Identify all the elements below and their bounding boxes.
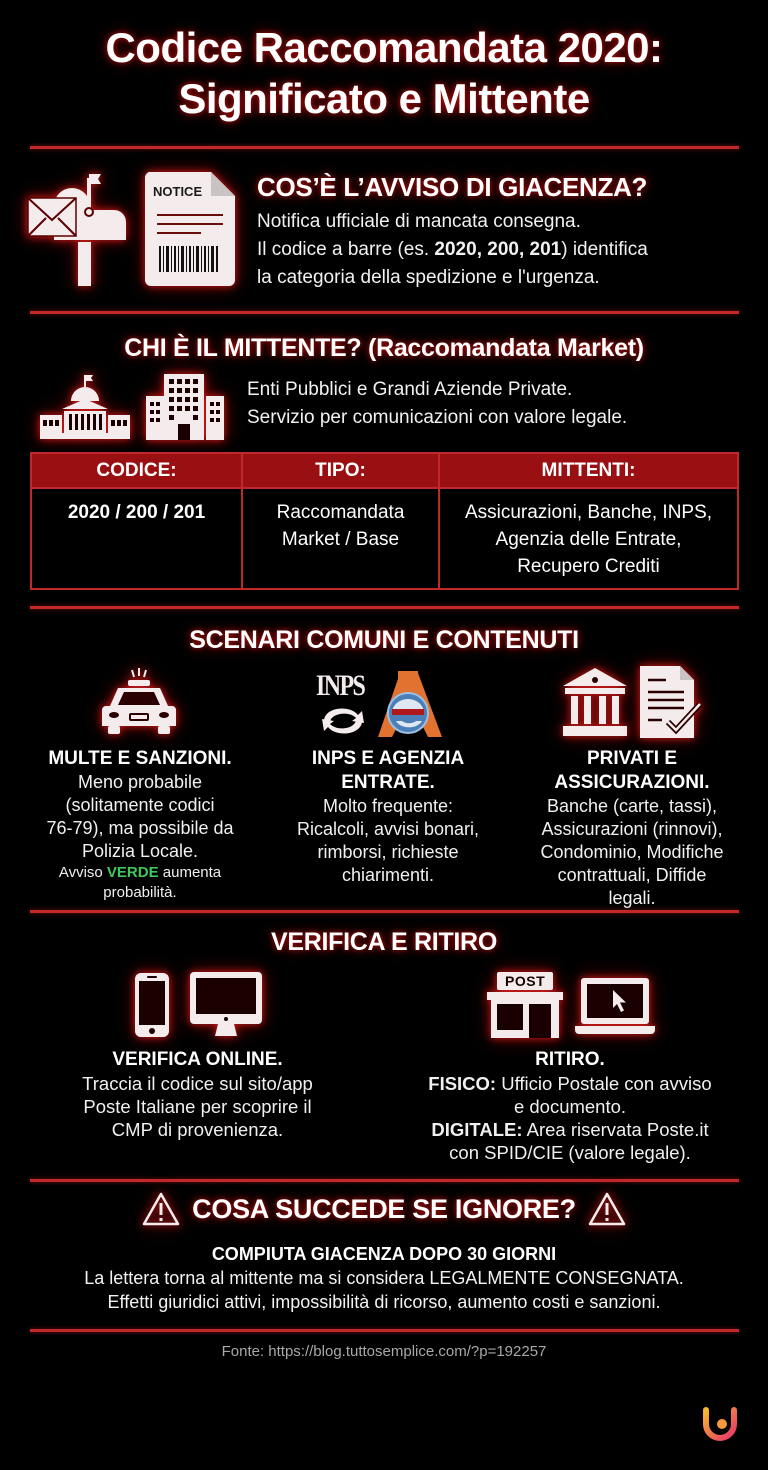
scenario-title: PRIVATI E ASSICURAZIONI.: [554, 748, 710, 793]
page-title: Codice Raccomandata 2020: Significato e Mittente: [105, 24, 663, 122]
divider: [30, 1179, 739, 1182]
verde-highlight: VERDE: [106, 864, 159, 881]
notice-label: NOTICE: [153, 184, 203, 199]
table-cell-tipo: Raccomandata Market / Base: [242, 488, 439, 589]
scenario-title: MULTE E SANZIONI.: [48, 748, 232, 769]
table-cell-codice: 2020 / 200 / 201: [31, 488, 242, 589]
ignore-heading-row: [0, 1192, 768, 1226]
scenario-privati: PRIVATI E ASSICURAZIONI. Banche (carte, tassi), Assicurazioni (rinnovi), Condominio, Modifiche contrattuali, Diffide legali.: [512, 747, 752, 910]
avviso-description: Notifica ufficiale di mancata consegna. Il codice a barre (es. 2020, 200, 201) identifica la categoria della spedizione e l'urgenza.: [257, 211, 648, 288]
mailbox-icon: [26, 170, 126, 291]
inps-logo-text: INPS: [316, 669, 365, 702]
scenario-inps: INPS E AGENZIA ENTRATE. Molto frequente: Ricalcoli, avvisi bonari, rimborsi, richieste chiarimenti.: [268, 747, 508, 887]
laptop-cursor-icon: [575, 978, 655, 1039]
divider: [30, 910, 739, 913]
table-row: [31, 488, 738, 589]
ignore-heading: COSA SUCCEDE SE IGNORE?: [192, 1193, 576, 1224]
ignore-body: COMPIUTA GIACENZA DOPO 30 GIORNI La lettera torna al mittente ma si considera LEGALMENTE CONSEGNATA. Effetti giuridici attivi, impossibilità di ricorso, aumento costi e sanzioni.: [0, 1242, 768, 1314]
mittente-description: Enti Pubblici e Grandi Aziende Private. Servizio per comunicazioni con valore legale.: [247, 379, 628, 428]
scenario-title: INPS E AGENZIA ENTRATE.: [311, 748, 465, 793]
warning-icon: [142, 1192, 180, 1226]
codes-table: [30, 452, 739, 590]
verifica-heading: VERIFICA E RITIRO: [271, 928, 497, 956]
table-header-codice: CODICE:: [31, 453, 242, 488]
office-buildings-icon: [146, 374, 224, 445]
post-label: POST: [505, 973, 546, 989]
contract-check-icon: [640, 666, 702, 743]
verifica-online: VERIFICA ONLINE. Traccia il codice sul sito/app Poste Italiane per scoprire il CMP di provenienza.: [60, 1048, 335, 1141]
scenari-heading: SCENARI COMUNI E CONTENUTI: [189, 626, 579, 654]
divider: [30, 1329, 739, 1332]
smartphone-icon: [134, 972, 170, 1043]
mittente-heading: CHI È IL MITTENTE? (Raccomandata Market): [124, 334, 644, 362]
police-car-icon: [102, 668, 176, 741]
warning-icon: [588, 1192, 626, 1226]
ritiro-title: RITIRO.: [535, 1049, 605, 1070]
verifica-online-title: VERIFICA ONLINE.: [112, 1049, 283, 1070]
scenario-multe: MULTE E SANZIONI. Meno probabile (solitamente codici 76-79), ma possibile da Polizia Locale. Avviso VERDE aumenta probabilità.: [20, 747, 260, 903]
ignore-subheading: COMPIUTA GIACENZA DOPO 30 GIORNI: [211, 1244, 557, 1264]
table-header-mittenti: MITTENTI:: [439, 453, 738, 488]
post-office-icon: [487, 972, 563, 1043]
notice-document-icon: [145, 172, 235, 291]
avviso-heading: COS’È L’AVVISO DI GIACENZA?: [257, 172, 648, 202]
divider: [30, 311, 739, 314]
agenzia-entrate-logo-icon: [378, 669, 442, 741]
table-cell-mittenti: Assicurazioni, Banche, INPS, Agenzia delle Entrate, Recupero Crediti: [439, 488, 738, 589]
verde-note: Avviso VERDE aumenta probabilità.: [58, 864, 222, 901]
fisico-label: FISICO:: [428, 1073, 497, 1094]
bank-icon: [563, 668, 627, 741]
table-header-tipo: TIPO:: [242, 453, 439, 488]
divider: [30, 606, 739, 609]
source-link[interactable]: Fonte: https://blog.tuttosemplice.com/?p=192257: [221, 1343, 547, 1360]
brand-logo-icon: [702, 1406, 738, 1447]
desktop-monitor-icon: [190, 972, 262, 1043]
government-building-icon: [40, 375, 130, 444]
ritiro: RITIRO. FISICO: Ufficio Postale con avviso e documento. DIGITALE: Area riservata Poste.it con SPID/CIE (valore legale).: [400, 1048, 740, 1164]
refresh-arrows-icon: [318, 705, 368, 737]
divider: [30, 146, 739, 149]
digitale-label: DIGITALE:: [431, 1119, 523, 1140]
